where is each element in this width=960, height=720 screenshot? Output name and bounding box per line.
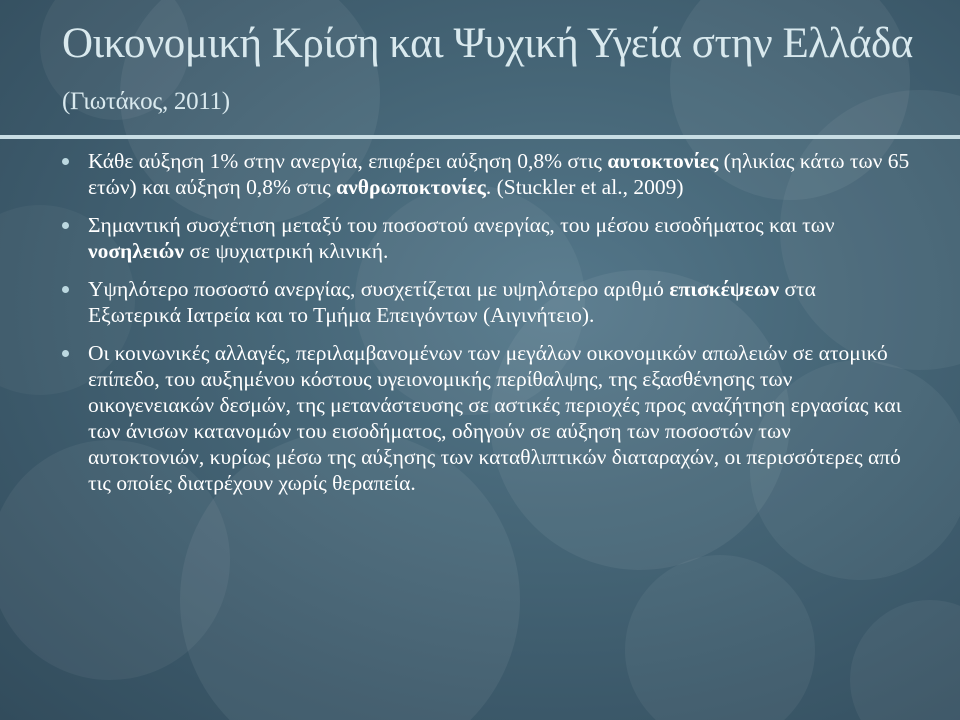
bullet-text: στα Εξωτερικά Ιατρεία και το Τμήμα Επειγόντων (Αιγινήτειο).	[88, 277, 816, 327]
slide-title-main: Οικονομική Κρίση και Ψυχική Υγεία στην Ελλάδα	[62, 20, 913, 67]
bullet-text: . (Stuckler et al., 2009)	[485, 175, 684, 199]
bullet-emphasis: επισκέψεων	[669, 277, 780, 301]
bullet-text: (ηλικίας κάτω των 65 ετών) και αύξηση 0,8% στις	[88, 149, 910, 199]
bullet-emphasis: νοσηλειών	[88, 239, 184, 263]
bullet-item-unemployment-suicides	[60, 148, 910, 200]
slide-title	[62, 18, 922, 128]
bullet-text: Σημαντική συσχέτιση μεταξύ του ποσοστού ανεργίας, του μέσου εισοδήματος και των	[88, 213, 835, 237]
slide-title-source: (Γιωτάκος, 2011)	[62, 88, 230, 115]
title-divider	[0, 135, 960, 139]
bullet-list	[60, 148, 910, 508]
bullet-text: Κάθε αύξηση 1% στην ανεργία, επιφέρει αύξηση 0,8% στις	[88, 149, 608, 173]
bullet-text: Υψηλότερο ποσοστό ανεργίας, συσχετίζεται με υψηλότερο αριθμό	[88, 277, 670, 301]
round-bullet-icon	[62, 350, 69, 357]
round-bullet-icon	[62, 222, 69, 229]
bullet-emphasis: αυτοκτονίες	[607, 149, 719, 173]
bullet-item-hospitalizations	[60, 212, 910, 264]
bullet-item-social-changes	[60, 340, 910, 496]
bullet-item-visits	[60, 276, 910, 328]
bullet-text: Οι κοινωνικές αλλαγές, περιλαμβανομένων των μεγάλων οικονομικών απωλειών σε ατομικό επίπεδο, του αυξημένου κόστους υγειονομικής περίθαλψης, της εξασθένησης των οικογενειακών δεσμών, της μετανάστευσης σε αστικές περιοχές προς αναζήτηση εργασίας και των άνισων κατανομών του εισοδήματος, οδηγούν σε αύξηση των ποσοστών των αυτοκτονιών, κυρίως μέσω της αύξησης των καταθλιπτικών διαταραχών, οι περισσότερες από τις οποίες διατρέχουν χωρίς θεραπεία.	[88, 341, 902, 495]
bullet-emphasis: ανθρωποκτονίες	[336, 175, 486, 199]
round-bullet-icon	[62, 158, 69, 165]
round-bullet-icon	[62, 286, 69, 293]
bullet-text: σε ψυχιατρική κλινική.	[184, 239, 389, 263]
